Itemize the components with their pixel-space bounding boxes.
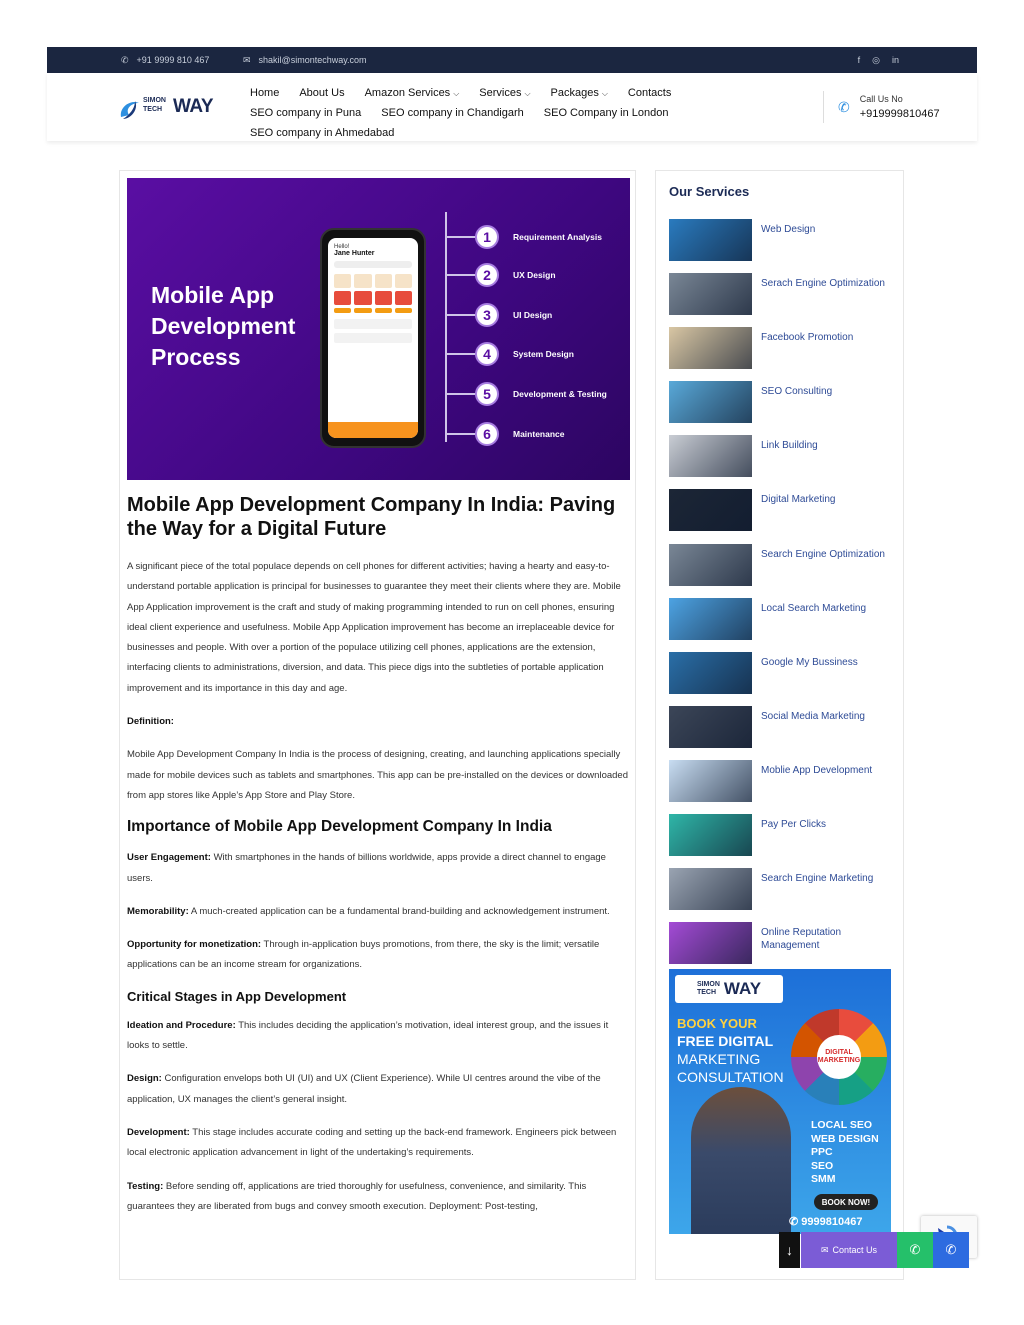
ad-service: PPC xyxy=(811,1146,833,1158)
nav-row-2 xyxy=(250,103,770,123)
service-label: Link Building xyxy=(761,440,818,451)
phone-list-item xyxy=(334,333,412,343)
stages-heading: Critical Stages in App Development xyxy=(127,988,347,1004)
timeline-connector xyxy=(445,236,475,238)
service-thumbnail xyxy=(669,598,752,640)
design-paragraph xyxy=(127,1069,630,1110)
service-label: Digital Marketing xyxy=(761,494,836,505)
timeline-step xyxy=(445,421,565,447)
services-sidebar xyxy=(655,170,904,1280)
consultant-photo xyxy=(691,1087,791,1234)
grid-cell xyxy=(354,274,371,288)
timeline-step xyxy=(445,302,552,328)
service-item[interactable] xyxy=(669,652,899,694)
service-thumbnail xyxy=(669,868,752,910)
contact-us-button[interactable] xyxy=(801,1232,897,1268)
ad-logo-way: WAY xyxy=(723,979,762,998)
memorability-label: Memorability: xyxy=(127,905,189,917)
memorability-paragraph xyxy=(127,902,630,922)
grid-cell xyxy=(334,291,351,305)
ad-logo-tech: TECH xyxy=(696,989,716,996)
service-thumbnail xyxy=(669,327,752,369)
nav-seo-chandigarh[interactable]: SEO company in Chandigarh xyxy=(381,107,524,119)
ideation-paragraph xyxy=(127,1016,630,1057)
ad-phone-number: 9999810467 xyxy=(801,1216,863,1228)
service-item[interactable] xyxy=(669,327,899,369)
phone-hello: Hello! xyxy=(334,244,350,250)
nav-seo-ahmedabad[interactable]: SEO company in Ahmedabad xyxy=(250,127,395,139)
step-number: 2 xyxy=(475,263,499,287)
design-label: Design: xyxy=(127,1073,162,1085)
mail-icon: ✉ xyxy=(243,54,251,65)
nav-packages-label: Packages xyxy=(550,87,599,99)
article-body xyxy=(127,493,630,1217)
service-thumbnail xyxy=(669,435,752,477)
grid-cell xyxy=(395,291,412,305)
call-number: +919999810467 xyxy=(859,108,940,120)
ad-logo-simon: SIMON xyxy=(696,981,720,988)
timeline-step xyxy=(445,224,602,250)
development-paragraph xyxy=(127,1123,630,1164)
ad-free-line: FREE DIGITAL xyxy=(677,1033,774,1049)
topbar-phone-text: +91 9999 810 467 xyxy=(136,55,210,65)
service-item[interactable] xyxy=(669,598,899,640)
phone-screen xyxy=(328,238,418,438)
service-label: SEO Consulting xyxy=(761,386,833,397)
ad-book-your: BOOK YOUR xyxy=(677,1016,757,1031)
step-label: UI Design xyxy=(513,310,553,320)
call-us-block[interactable] xyxy=(823,91,940,123)
mail-icon: ✉ xyxy=(820,1244,829,1255)
service-thumbnail xyxy=(669,922,752,964)
ad-phone xyxy=(789,1215,862,1228)
chevron-down-icon: ⌵ xyxy=(524,89,531,98)
hero-image xyxy=(127,178,630,480)
step-number: 3 xyxy=(475,303,499,327)
service-label: Online Reputation Management xyxy=(761,927,842,951)
main-nav xyxy=(250,83,770,143)
design-text: Configuration envelops both UI (UI) and UX (Client Experience). While UI centres around the vibe of the application, UX manages the client’s general insight. xyxy=(127,1073,601,1105)
engagement-text: With smartphones in the hands of billions worldwide, apps provide a direct channel to engage users. xyxy=(127,852,606,884)
consultation-ad-banner[interactable] xyxy=(669,969,891,1234)
facebook-icon[interactable]: f xyxy=(857,55,861,65)
services-wheel xyxy=(791,1009,887,1105)
definition-label: Definition: xyxy=(127,716,174,728)
timeline-connector xyxy=(445,353,475,355)
engagement-paragraph xyxy=(127,848,630,889)
service-item[interactable] xyxy=(669,489,899,531)
service-label: Serach Engine Optimization xyxy=(761,278,885,289)
service-thumbnail xyxy=(669,760,752,802)
logo-text-way: WAY xyxy=(173,96,214,117)
ad-service: WEB DESIGN xyxy=(811,1132,879,1145)
step-label: Development & Testing xyxy=(513,389,607,399)
nav-seo-puna[interactable]: SEO company in Puna xyxy=(250,107,362,119)
whatsapp-button[interactable] xyxy=(897,1232,933,1268)
nav-row-3 xyxy=(250,123,770,143)
service-label: Search Engine Marketing xyxy=(761,873,874,884)
service-thumbnail xyxy=(669,489,752,531)
phone-icon: ✆ xyxy=(789,1216,802,1228)
service-item[interactable] xyxy=(669,760,899,802)
ad-free-line: CONSULTATION xyxy=(677,1069,784,1085)
step-label: System Design xyxy=(513,349,574,359)
service-item[interactable] xyxy=(669,868,899,910)
ad-logo-small xyxy=(697,981,720,997)
timeline-connector xyxy=(445,393,475,395)
nav-amazon-services[interactable] xyxy=(365,87,460,99)
service-item[interactable] xyxy=(669,219,899,261)
hero-title xyxy=(151,280,295,373)
scroll-down-button[interactable] xyxy=(779,1232,800,1268)
phone-mockup xyxy=(320,228,426,448)
nav-packages[interactable] xyxy=(551,87,608,99)
service-item[interactable] xyxy=(669,381,899,423)
service-thumbnail xyxy=(669,273,752,315)
hero-title-line: Mobile App xyxy=(151,282,275,308)
phone-search xyxy=(334,261,412,268)
wheel-center-label: DIGITAL MARKETING xyxy=(817,1035,861,1079)
article-card xyxy=(119,170,636,1280)
service-item[interactable] xyxy=(669,435,899,477)
chevron-down-icon: ⌵ xyxy=(601,89,608,98)
timeline-step xyxy=(445,341,574,367)
nav-amazon-label: Amazon Services xyxy=(364,87,451,99)
monetization-paragraph xyxy=(127,935,630,976)
service-thumbnail xyxy=(669,219,752,261)
service-thumbnail xyxy=(669,652,752,694)
chevron-down-icon: ⌵ xyxy=(453,89,460,98)
ad-service: SEO xyxy=(811,1159,834,1172)
phone-list-item xyxy=(334,319,412,329)
phone-grid xyxy=(328,272,418,315)
service-label: Web Design xyxy=(761,224,816,235)
call-label: Call Us No xyxy=(859,94,903,104)
grid-cell xyxy=(354,291,371,305)
nav-services[interactable] xyxy=(479,87,530,99)
monetization-label: Opportunity for monetization: xyxy=(127,939,262,951)
topbar-email-text: shakil@simontechway.com xyxy=(258,55,367,65)
timeline-connector xyxy=(445,433,475,435)
ideation-text: This includes deciding the application’s motivation, ideal interest group, and the issues it looks to settle. xyxy=(127,1019,609,1052)
service-label: Google My Bussiness xyxy=(761,657,858,668)
nav-services-label: Services xyxy=(479,87,522,99)
importance-heading: Importance of Mobile App Development Company In India xyxy=(127,818,552,836)
contact-us-label: Contact Us xyxy=(832,1245,878,1255)
topbar-email[interactable] xyxy=(243,47,367,73)
instagram-icon[interactable]: ◎ xyxy=(872,54,880,65)
step-number: 4 xyxy=(475,342,499,366)
grid-button xyxy=(375,308,392,313)
ad-service: LOCAL SEO xyxy=(811,1119,873,1131)
definition-paragraph: Mobile App Development Company In India is the process of designing, creating, and launching applications specially made for mobile devices such as tablets and smartphones. This app can be pre-installed on the devices or downloaded from app stores like Apple’s App Store and Play Store. xyxy=(127,749,628,801)
development-text: This stage includes accurate coding and setting up the back-end framework. Engineers pick between local electronic application advancement in light of the undertaking’s requirements. xyxy=(127,1126,617,1159)
book-now-button[interactable]: BOOK NOW! xyxy=(814,1194,878,1210)
site-header xyxy=(47,73,977,141)
phone-name: Jane Hunter xyxy=(334,250,375,257)
ideation-label: Ideation and Procedure: xyxy=(127,1019,236,1031)
phone-icon: ✆ xyxy=(121,54,129,65)
step-number: 1 xyxy=(475,225,499,249)
testing-label: Testing: xyxy=(127,1180,164,1192)
ad-service: SMM xyxy=(811,1173,836,1185)
service-item[interactable] xyxy=(669,544,899,586)
monetization-text: Through in-application buys promotions, from there, the sky is the limit; versatile applications can be an income stream for organizations. xyxy=(127,939,600,971)
grid-button xyxy=(395,308,412,313)
ad-services-list xyxy=(811,1119,879,1187)
service-label: Social Media Marketing xyxy=(761,711,865,722)
timeline-step xyxy=(445,381,607,407)
hero-title-line: Process xyxy=(151,344,241,370)
ad-logo xyxy=(675,975,783,1003)
grid-cell xyxy=(395,274,412,288)
service-thumbnail xyxy=(669,814,752,856)
testing-paragraph xyxy=(127,1177,630,1218)
service-label: Search Engine Optimization xyxy=(761,549,885,560)
step-number: 6 xyxy=(475,422,499,446)
service-item[interactable] xyxy=(669,922,899,964)
article-title: Mobile App Development Company In India: Paving the Way for a Digital Future xyxy=(127,494,616,540)
step-label: Maintenance xyxy=(513,429,565,439)
topbar-phone[interactable] xyxy=(121,47,209,73)
grid-cell xyxy=(334,274,351,288)
grid-button xyxy=(334,308,351,313)
intro-paragraph: A significant piece of the total populace depends on cell phones for different activities; having a hearty and easy-to-understand portable application is principal for businesses to guarantee they meet their clients where they are. Mobile App Application improvement is the craft and study of making programming intended to run on cell phones, ensuring ideal client experience and usefulness. Mobile App Application improvement has become an irreplaceable device for businesses and people. With over a portion of the populace utilizing cell phones, applications are the extension, interfacing clients to administrations, diversion, and data. This piece digs into the subtleties of portable application improvement and its importance in this day and age. xyxy=(127,561,621,694)
nav-home[interactable]: Home xyxy=(250,87,280,99)
service-thumbnail xyxy=(669,544,752,586)
step-label: UX Design xyxy=(513,270,556,280)
service-label: Facebook Promotion xyxy=(761,332,854,343)
service-item[interactable] xyxy=(669,706,899,748)
logo-text-tech: TECH xyxy=(143,106,163,113)
memorability-text: A much-created application can be a fundamental brand-building and acknowledgement instrument. xyxy=(190,905,610,917)
site-logo[interactable] xyxy=(117,95,217,123)
service-item[interactable] xyxy=(669,273,899,315)
top-bar xyxy=(47,47,977,73)
phone-icon: ✆ xyxy=(838,98,850,115)
ad-free-line: MARKETING xyxy=(677,1051,761,1067)
step-number: 5 xyxy=(475,382,499,406)
step-label: Requirement Analysis xyxy=(513,232,602,242)
phone-bottom-bar xyxy=(328,422,418,438)
call-button[interactable] xyxy=(933,1232,969,1268)
service-label: Moblie App Development xyxy=(761,765,873,776)
nav-contacts[interactable]: Contacts xyxy=(627,87,672,99)
engagement-label: User Engagement: xyxy=(127,852,211,864)
timeline-connector xyxy=(445,274,475,276)
timeline-step xyxy=(445,262,556,288)
grid-cell xyxy=(375,274,392,288)
grid-cell xyxy=(375,291,392,305)
development-label: Development: xyxy=(127,1126,190,1138)
call-text xyxy=(860,94,940,120)
nav-row-1 xyxy=(250,83,770,103)
service-thumbnail xyxy=(669,381,752,423)
nav-seo-london[interactable]: SEO Company in London xyxy=(543,107,669,119)
service-thumbnail xyxy=(669,706,752,748)
hero-title-line: Development xyxy=(151,313,296,339)
service-label: Pay Per Clicks xyxy=(761,819,827,830)
service-label: Local Search Marketing xyxy=(761,603,867,614)
service-item[interactable] xyxy=(669,814,899,856)
logo-text-simon: SIMON xyxy=(143,97,166,104)
testing-text: Before sending off, applications are tried thoroughly for usefulness, convenience, and similarity. This guarantees they are liberated from bugs and convey smooth execution. Deployment: Post-testing, xyxy=(127,1180,587,1212)
whatsapp-icon: ✆ xyxy=(909,1242,921,1257)
arrow-down-icon: ↓ xyxy=(786,1242,793,1258)
social-links xyxy=(858,47,899,73)
timeline-connector xyxy=(445,314,475,316)
phone-icon: ✆ xyxy=(945,1242,957,1257)
linkedin-icon[interactable]: in xyxy=(891,55,899,65)
sidebar-title: Our Services xyxy=(669,184,750,199)
nav-about[interactable]: About Us xyxy=(299,87,345,99)
grid-button xyxy=(354,308,371,313)
